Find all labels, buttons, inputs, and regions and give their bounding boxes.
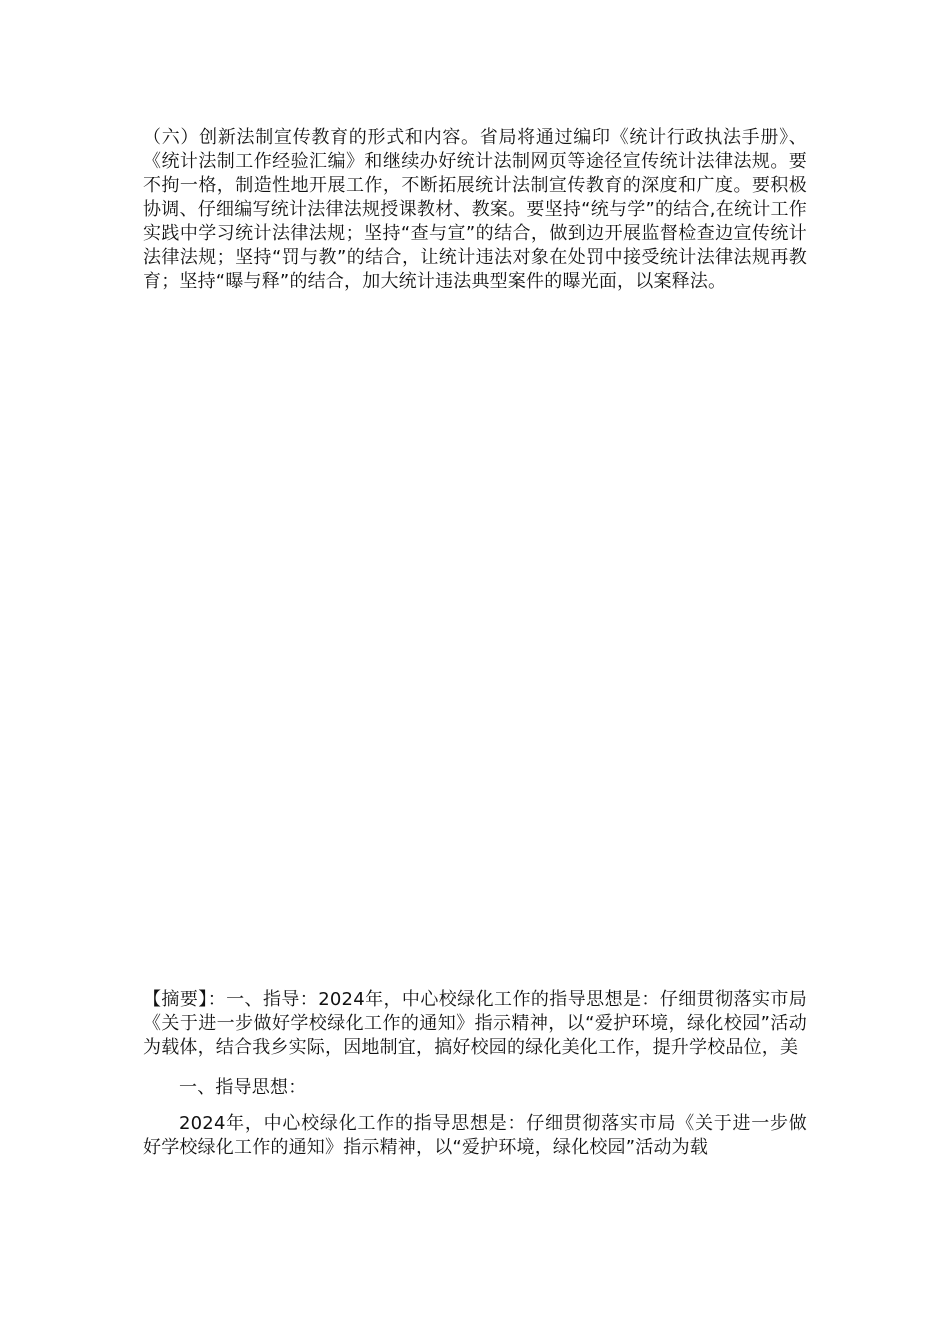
legal-publicity-paragraph: （六）创新法制宣传教育的形式和内容。省局将通过编印《统计行政执法手册》、《统计法制工作经验汇编》和继续办好统计法制网页等途径宣传统计法律法规。要不拘一格，制造性地开展工作，不断拓展统计法制宣传教育的深度和广度。要积极协调、仔细编写统计法律法规授课教材、教案。要坚持“统与学”的结合,在统计工作实践中学习统计法律法规；坚持“查与宣”的结合，做到边开展监督检查边宣传统计法律法规；坚持“罚与教”的结合，让统计违法对象在处罚中接受统计法律法规再教育；坚持“曝与释”的结合，加大统计违法典型案件的曝光面，以案释法。	[143, 127, 807, 292]
abstract-summary: 【摘要】：一、指导：2024年，中心校绿化工作的指导思想是：仔细贯彻落实市局《关于进一步做好学校绿化工作的通知》指示精神，以“爱护环境，绿化校园”活动为载体，结合我乡实际，因地制宜，搞好校园的绿化美化工作，提升学校品位，美	[143, 989, 807, 1058]
abstract-section	[143, 988, 807, 1160]
guiding-ideology-body: 2024年，中心校绿化工作的指导思想是：仔细贯彻落实市局《关于进一步做好学校绿化工作的通知》指示精神，以“爱护环境，绿化校园”活动为载	[143, 1113, 807, 1158]
guiding-ideology-heading: 一、指导思想：	[179, 1077, 307, 1098]
legal-publicity-section	[143, 126, 807, 294]
